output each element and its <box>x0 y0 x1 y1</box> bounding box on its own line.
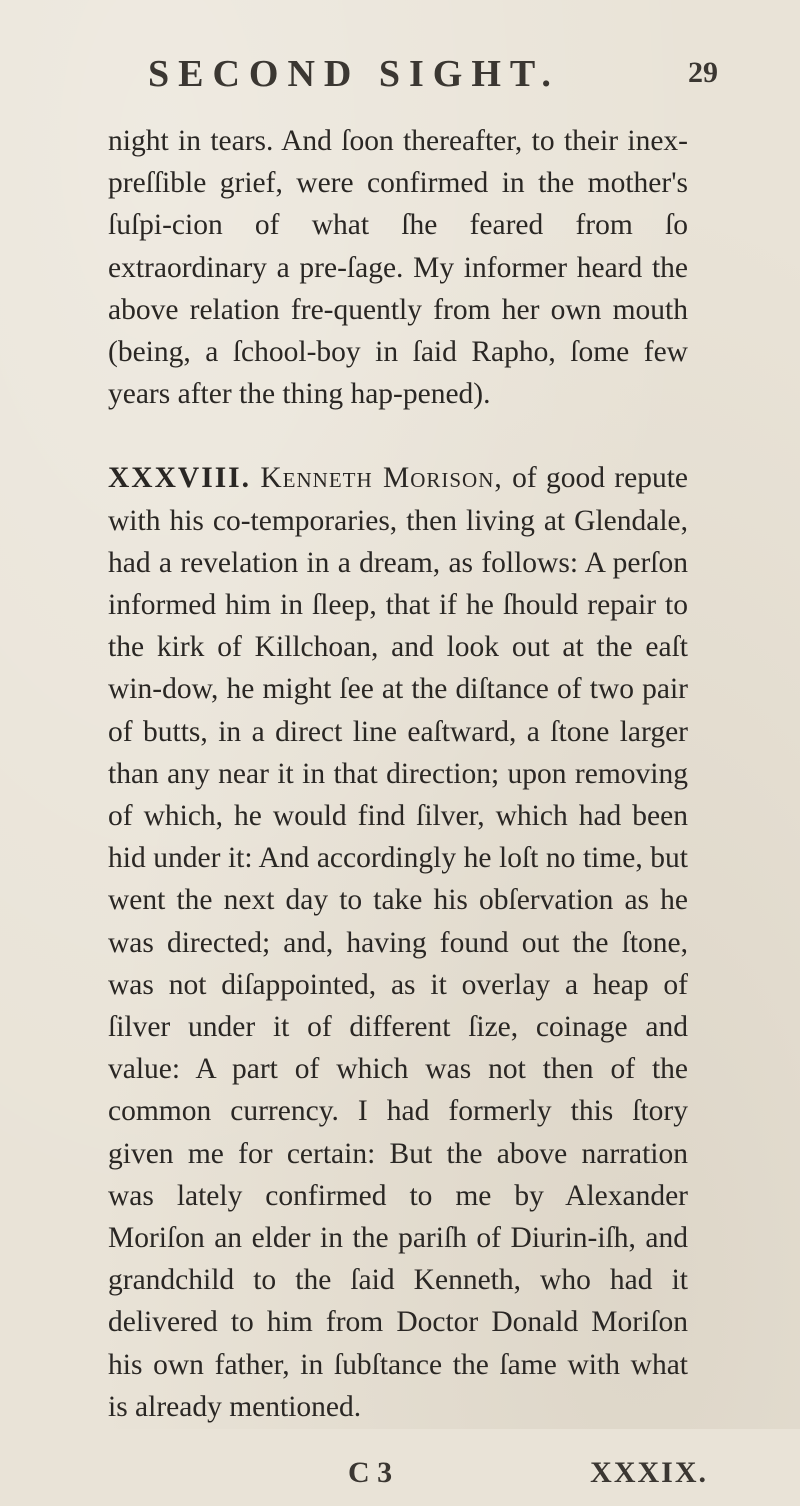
running-head <box>108 52 718 96</box>
section-number: XXXVIII. <box>108 462 252 495</box>
signature-mark: C 3 <box>348 1456 393 1490</box>
paragraph-xxxviii <box>108 457 688 1428</box>
paragraph-text: of good repute with his co-temporaries, then living at Glendale, had a revelation in a dream, as follows: A perſon informed him in ſleep, that if he ſhould repair to the kirk of Killchoan, and look out at the eaſt win-dow, he might ſee at the diſtance of two pair of butts, in a direct line eaſtward, a ſtone larger than any near it in that direction; upon removing of which, he would find ſilver, which had been hid under it: And accordingly he loſt no time, but went the next day to take his obſervation as he was directed; and, having found out the ſtone, was not diſappointed, as it overlay a heap of ſilver under it of different ſize, coinage and value: A part of which was not then of the common currency. I had formerly this ſtory given me for certain: But the above narration was lately confirmed to me by Alexander Moriſon an elder in the pariſh of Diurin-iſh, and grandchild to the ſaid Kenneth, who had it delivered to him from Doctor Donald Moriſon his own father, in ſubſtance the ſame with what is already mentioned. <box>108 462 689 1423</box>
person-name: Kenneth Morison, <box>260 462 503 495</box>
paragraph-continuation <box>108 120 688 415</box>
page-number: 29 <box>688 56 718 89</box>
page-footer <box>108 1456 708 1506</box>
paragraph-body <box>108 457 688 1428</box>
catchword: XXXIX. <box>590 1456 708 1490</box>
paragraph-text: night in tears. And ſoon thereafter, to their inex-preſſible grief, were confirmed in the mother's ſuſpi-cion of what ſhe feared from ſo extraordinary a pre-ſage. My informer heard the above relation fre-quently from her own mouth (being, a ſchool-boy in ſaid Rapho, ſome few years after the thing hap-pened). <box>108 125 688 411</box>
running-title: SECOND SIGHT. <box>148 53 560 95</box>
